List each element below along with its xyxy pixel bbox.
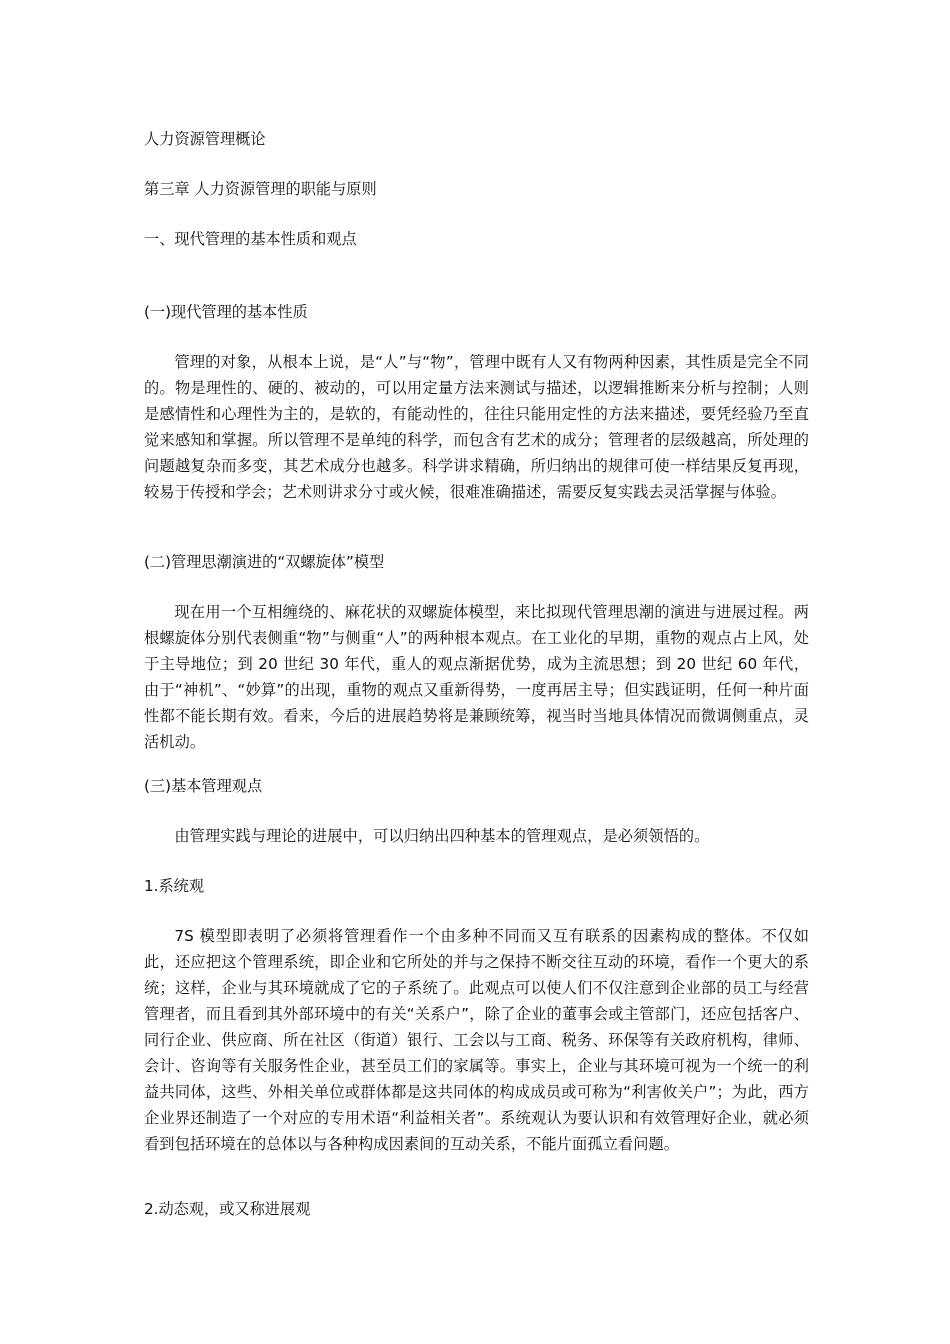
subsection-heading-2: (二)管理思潮演进的“双螺旋体”模型 <box>144 553 385 571</box>
point-heading-2: 2.动态观，或又称进展观 <box>144 1200 311 1218</box>
chapter-title: 第三章 人力资源管理的职能与原则 <box>144 180 377 198</box>
paragraph-basic-views: 由管理实践与理论的进展中，可以归纳出四种基本的管理观点，是必须领悟的。 <box>174 827 710 845</box>
point-heading-1: 1.系统观 <box>144 877 205 895</box>
paragraph-system-view: 7S 模型即表明了必须将管理看作一个由多种不同而又互有联系的因素构成的整体。不仅如此，还应把这个管理系统，即企业和它所处的并与之保持不断交往互动的环境，看作一个更大的系统；这样，企业与其环境就成了它的子系统了。此观点可以使人们不仅注意到企业部的员工与经营管理者，而且看到其外部环境中的有关“关系户”，除了企业的董事会或主管部门，还应包括客户、同行企业、供应商、所在社区（街道）银行、工会以与工商、税务、环保等有关政府机构，律师、会计、咨询等有关服务性企业，甚至员工们的家属等。事实上，企业与其环境可视为一个统一的利益共同体，这些、外相关单位或群体都是这共同体的构成成员或可称为“利害攸关户”；为此，西方企业界还制造了一个对应的专用术语“利益相关者”。系统观认为要认识和有效管理好企业，就必须看到包括环境在的总体以与各种构成因素间的互动关系，不能片面孤立看问题。 <box>144 927 809 1153</box>
section-heading: 一、现代管理的基本性质和观点 <box>144 230 357 248</box>
subsection-heading-1: (一)现代管理的基本性质 <box>144 303 308 321</box>
paragraph-basic-nature: 管理的对象，从根本上说，是“人”与“物”，管理中既有人又有物两种因素，其性质是完全不同的。物是理性的、硬的、被动的，可以用定量方法来测试与描述，以逻辑推断来分析与控制；人则是感情性和心理性为主的，是软的，有能动性的，往往只能用定性的方法来描述，要凭经验乃至直觉来感知和掌握。所以管理不是单纯的科学，而包含有艺术的成分；管理者的层级越高，所处理的问题越复杂而多变，其艺术成分也越多。科学讲求精确，所归纳出的规律可使一样结果反复再现，较易于传授和学会；艺术则讲求分寸或火候，很难准确描述，需要反复实践去灵活掌握与体验。 <box>144 353 809 501</box>
paragraph-double-helix: 现在用一个互相缠绕的、麻花状的双螺旋体模型，来比拟现代管理思潮的演进与进展过程。两根螺旋体分别代表侧重“物”与侧重“人”的两种根本观点。在工业化的早期，重物的观点占上风，处于主导地位；到 20 世纪 30 年代，重人的观点渐据优势，成为主流思想；到 20 世纪 60 年代，由于“神机”、“妙算”的出现，重物的观点又重新得势，一度再居主导；但实践证明，任何一种片面性都不能长期有效。看来，今后的进展趋势将是兼顾统筹，视当时当地具体情况而微调侧重点，灵活机动。 <box>144 603 809 751</box>
document-title: 人力资源管理概论 <box>144 130 266 148</box>
subsection-heading-3: (三)基本管理观点 <box>144 777 263 795</box>
